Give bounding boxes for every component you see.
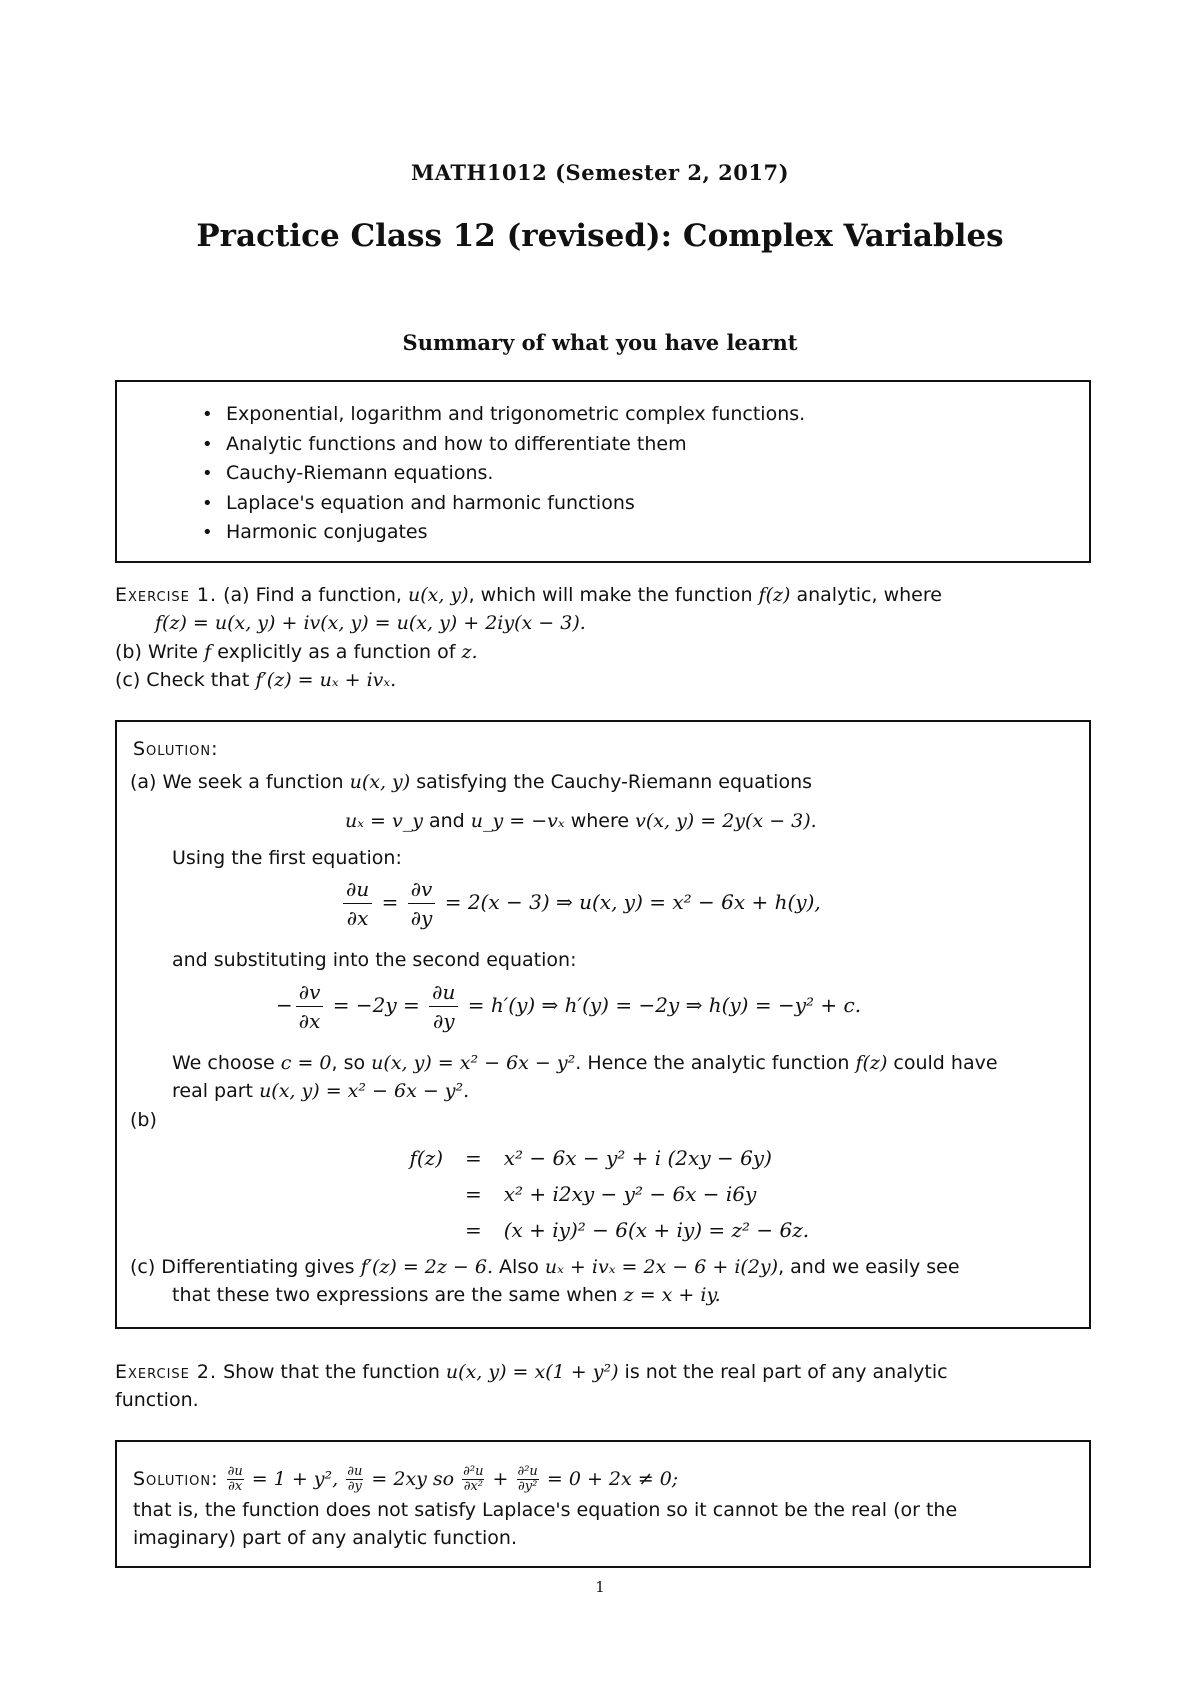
- solution1-a-fn: u(x, y): [349, 771, 411, 793]
- summary-item: • Laplace's equation and harmonic functions: [202, 489, 805, 519]
- summary-box: [115, 380, 1091, 563]
- exercise2-line2: function.: [115, 1389, 199, 1411]
- choose-line: We choose c = 0, so u(x, y) = x² − 6x − y². Hence the analytic function f(z) could have: [172, 1052, 998, 1074]
- exercise1-label: Exercise 1.: [115, 584, 218, 606]
- solution2-line1: Solution: $\frac{\partial u}{\partial x}$ = 1 + y², $\frac{\partial u}{\partial y}$ = 2xy so $\frac{\text{∂²u}}{\text{∂x²}}$ + $\frac{\text{∂²u}}{\text{∂y²}}$ = 0 + 2x ≠ 0;: [133, 1464, 679, 1494]
- fraction: $\frac{\partial u}{\partial y}$: [429, 978, 458, 1035]
- solution2-line2: that is, the function does not satisfy Laplace's equation so it cannot be the real (or the: [133, 1499, 958, 1521]
- exercise1-line-b: [115, 640, 478, 664]
- exercise1-a-text1: (a) Find a function,: [223, 584, 402, 606]
- small-fraction: $\frac{\partial u}{\partial x}$: [227, 1464, 243, 1494]
- summary-item: • Analytic functions and how to differentiate them: [202, 430, 805, 460]
- cr-eq3: v(x, y) = 2y(x − 3).: [635, 810, 817, 832]
- equation-2: − $\frac{\partial v}{\partial x}$ = −2y = $\frac{\partial u}{\partial y}$ = h′(y) ⇒ h′(y) = −2y ⇒ h(y) = −y² + c.: [276, 980, 862, 1033]
- small-fraction: $\frac{\text{∂²u}}{\text{∂y²}}$: [517, 1464, 538, 1494]
- equation-1-rest: = 2(x − 3) ⇒ u(x, y) = x² − 6x + h(y),: [444, 890, 821, 914]
- real-part-line: real part u(x, y) = x² − 6x − y².: [172, 1080, 470, 1102]
- aligned-row: = (x + iy)² − 6(x + iy) = z² − 6z.: [464, 1218, 810, 1242]
- exercise1-a-text2: , which will make the function: [468, 584, 753, 606]
- exercise1-line-a: [115, 583, 942, 607]
- equation-2-mid: = −2y =: [332, 993, 420, 1017]
- exercise1-a-fz: f(z): [758, 584, 791, 606]
- exercise1-b-f: f: [204, 641, 212, 663]
- exercise1-b-mid: explicitly as a function of: [217, 641, 456, 663]
- exercise1-b-z: z.: [461, 641, 478, 663]
- exercise1-a-text3: analytic, where: [796, 584, 942, 606]
- course-code: MATH1012 (Semester 2, 2017): [410, 160, 790, 185]
- cr-and: and: [429, 810, 465, 832]
- solution1-c-line: (c) Differentiating gives f′(z) = 2z − 6. Also uₓ + ivₓ = 2x − 6 + i(2y), and we easily see: [130, 1256, 960, 1278]
- solution1-a-line: [130, 770, 812, 794]
- small-fraction: $\frac{\partial u}{\partial y}$: [347, 1464, 363, 1494]
- solution1-label: Solution:: [133, 738, 219, 760]
- exercise1-line-c: [115, 668, 396, 692]
- equation-1: $\frac{\partial u}{\partial x}$ = $\frac{\partial v}{\partial y}$ = 2(x − 3) ⇒ u(x, y) = x² − 6x + h(y),: [340, 875, 821, 932]
- summary-item: • Exponential, logarithm and trigonometric complex functions.: [202, 400, 805, 430]
- cr-eq2: u_y = −vₓ: [470, 810, 565, 832]
- solution2-line3: imaginary) part of any analytic function.: [133, 1527, 518, 1549]
- fraction: $\frac{\partial v}{\partial x}$: [296, 978, 324, 1035]
- equation-2-rest: = h′(y) ⇒ h′(y) = −2y ⇒ h(y) = −y² + c.: [467, 993, 862, 1017]
- small-fraction: $\frac{\text{∂²u}}{\text{∂x²}}$: [463, 1464, 484, 1494]
- exercise2-label: Exercise 2.: [115, 1361, 218, 1383]
- solution1-a-prefix: (a) We seek a function: [130, 771, 344, 793]
- exercise1-c-eq: f′(z) = uₓ + ivₓ.: [255, 669, 397, 691]
- summary-item: • Harmonic conjugates: [202, 518, 805, 548]
- exercise1-b-prefix: (b) Write: [115, 641, 199, 663]
- cr-where: where: [570, 810, 630, 832]
- using-first-text: Using the first equation:: [172, 847, 402, 869]
- exercise1-c-prefix: (c) Check that: [115, 669, 250, 691]
- page-number: 1: [595, 1578, 605, 1596]
- summary-item: • Cauchy-Riemann equations.: [202, 459, 805, 489]
- summary-heading: Summary of what you have learnt: [402, 330, 798, 355]
- solution1-c-line2: that these two expressions are the same when z = x + iy.: [172, 1284, 721, 1306]
- fraction: $\frac{\partial u}{\partial x}$: [343, 875, 372, 932]
- aligned-row: f(z) = x² − 6x − y² + i (2xy − 6y): [409, 1146, 772, 1170]
- solution1-b-label: (b): [130, 1109, 157, 1131]
- exercise1-a-fn: u(x, y): [407, 584, 469, 606]
- solution1-label-line: [133, 737, 219, 761]
- substituting-text: and substituting into the second equation:: [172, 949, 577, 971]
- solution2-label: Solution:: [133, 1468, 219, 1490]
- aligned-row: = x² + i2xy − y² − 6x − i6y: [464, 1182, 757, 1206]
- page-title: Practice Class 12 (revised): Complex Variables: [196, 218, 1004, 254]
- fraction: $\frac{\partial v}{\partial y}$: [408, 875, 436, 932]
- exercise2-line1: Exercise 2. Show that the function u(x, y) = x(1 + y²) is not the real part of any analytic: [115, 1361, 948, 1383]
- exercise1-a-equation: f(z) = u(x, y) + iv(x, y) = u(x, y) + 2iy(x − 3).: [155, 612, 586, 634]
- cr-eq1: uₓ = v_y: [345, 810, 423, 832]
- solution1-a-suffix: satisfying the Cauchy-Riemann equations: [416, 771, 813, 793]
- cauchy-riemann-line: [345, 809, 817, 833]
- summary-list: [202, 400, 805, 548]
